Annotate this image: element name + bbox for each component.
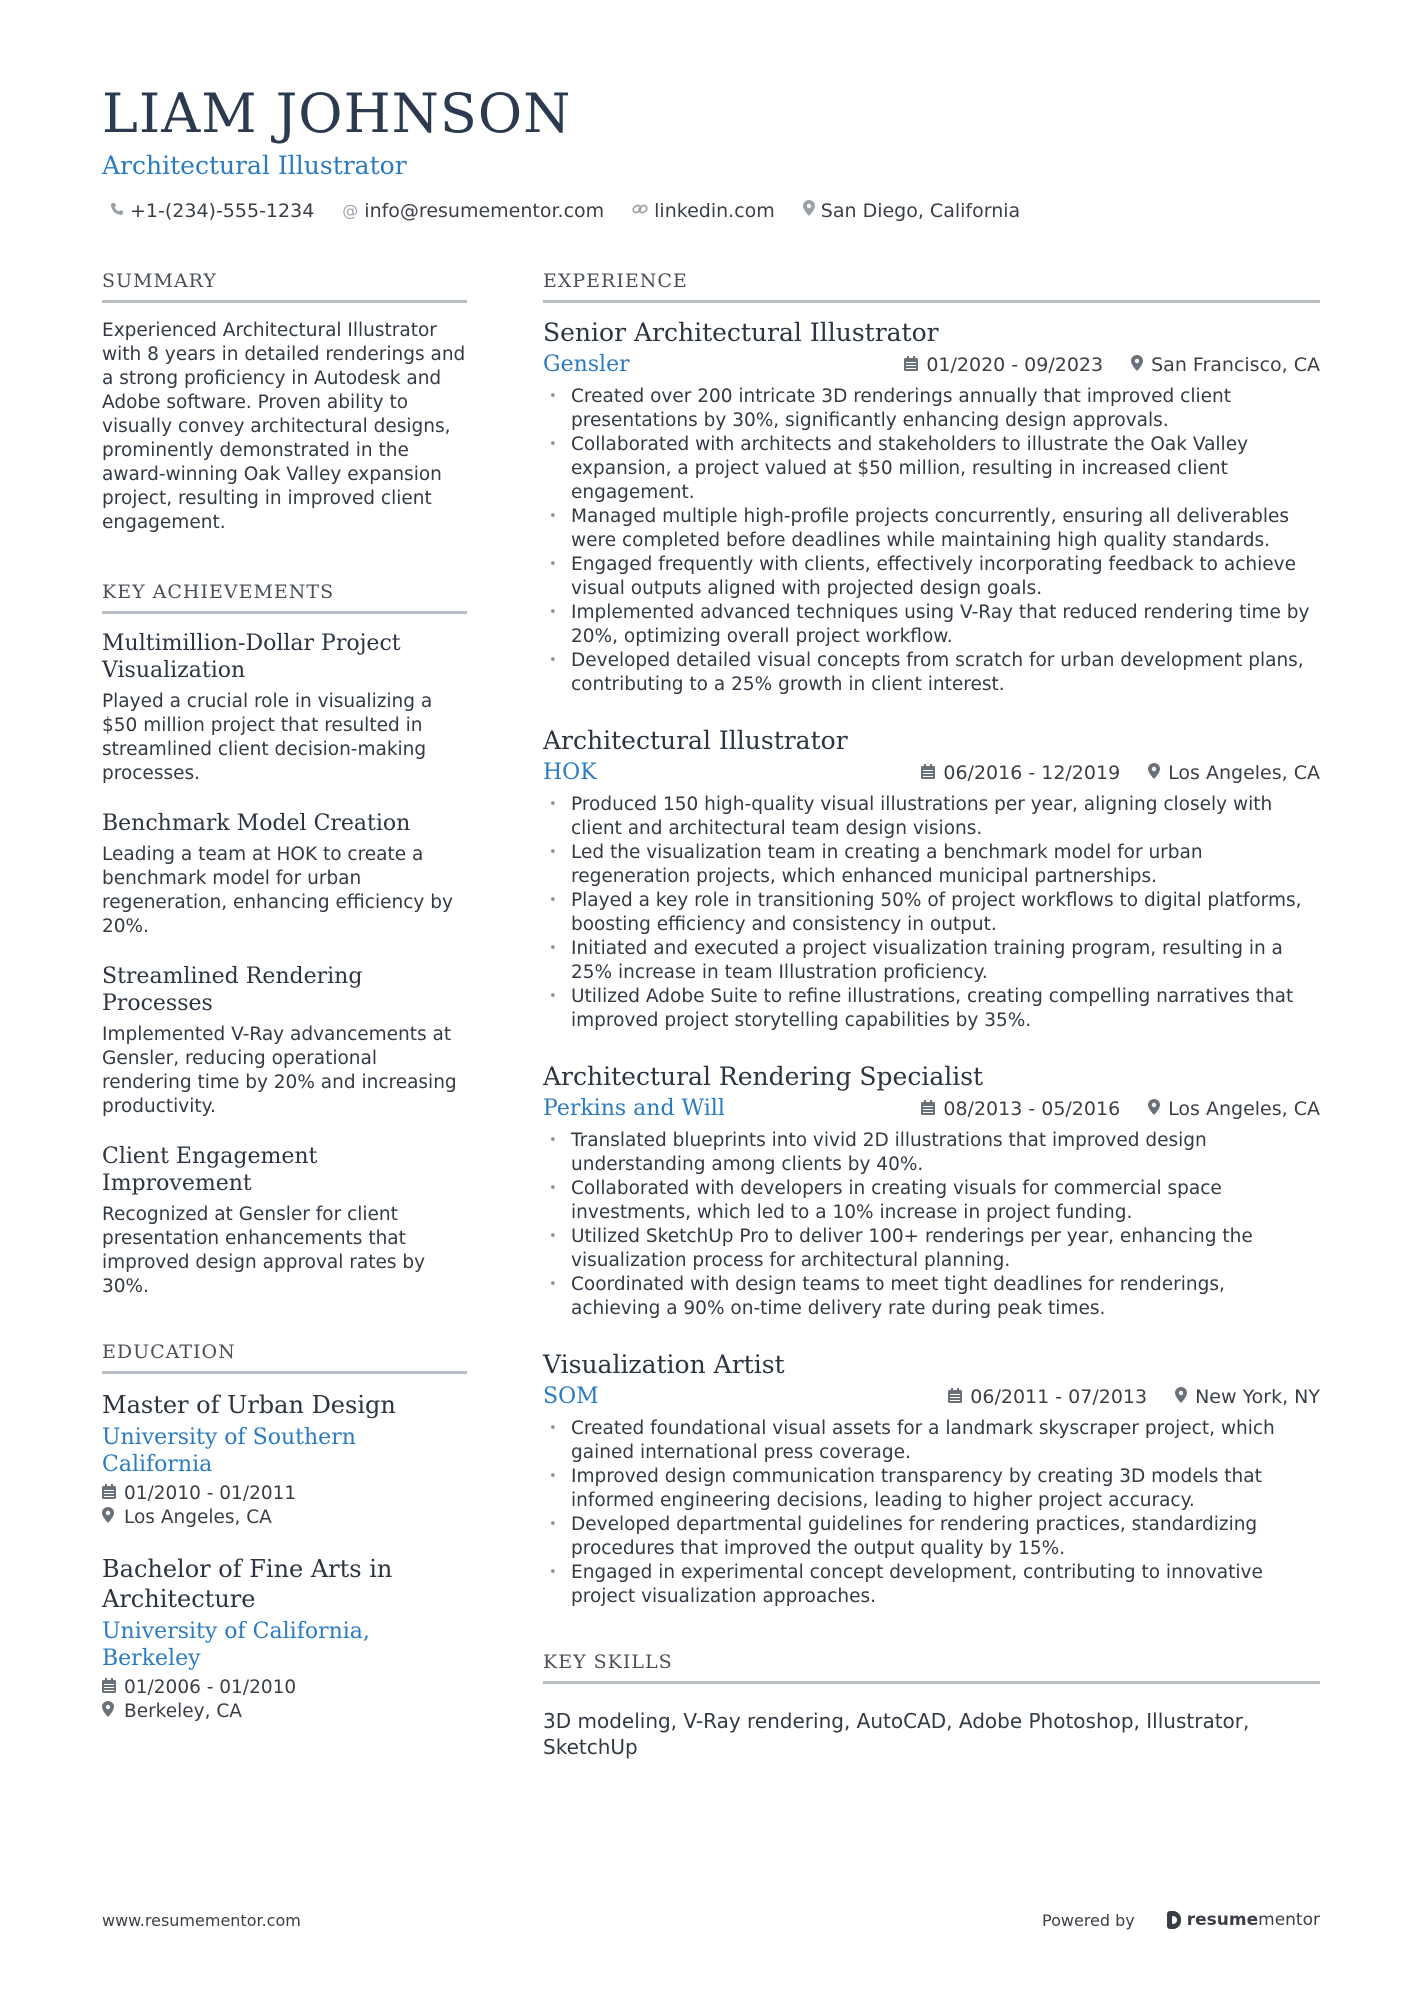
left-column [102, 268, 467, 1748]
achievement-title: Multimillion-Dollar Project Visualization [102, 631, 401, 683]
job-entry-company: Gensler [543, 352, 630, 377]
calendar-icon [921, 764, 935, 783]
education-school: University of California, Berkeley [102, 1619, 370, 1671]
footer-website[interactable]: www.resumementor.com [102, 1910, 301, 1930]
job-entry [543, 317, 1320, 697]
summary-text: Experienced Architectural Illustrator with 8 years in detailed renderings and a strong proficiency in Autodesk and Adobe software. Proven ability to visually convey architectural designs, prominently demonstrated in the award-winning Oak Valley expansion project, resulting in improved client engagement. [102, 320, 466, 533]
bullet-item: • Created over 200 intricate 3D renderings annually that improved client presentations by 30%, significantly enhancing design approvals. [543, 385, 1320, 433]
right-column [543, 268, 1320, 1760]
education-degree: Bachelor of Fine Arts in Architecture [102, 1555, 393, 1613]
footer-powered [1042, 1910, 1320, 1930]
job-entry-meta-row [543, 1383, 1320, 1411]
at-icon: @ [342, 201, 359, 220]
bullet-item: • Played a key role in transitioning 50% of project workflows to digital platforms, boosting efficiency and consistency in output. [543, 889, 1320, 937]
link-icon [632, 198, 648, 224]
job-entry-meta [948, 1386, 1320, 1408]
job-entry [543, 1349, 1320, 1609]
contact-phone [110, 198, 314, 224]
job-entry-location: San Francisco, CA [1151, 354, 1320, 376]
job-entry-company: SOM [543, 1384, 599, 1409]
education-school: University of Southern California [102, 1425, 356, 1477]
job-entry-bullets [543, 793, 1320, 1033]
location-pin-icon [1148, 1099, 1160, 1119]
job-entry-dates: 06/2011 - 07/2013 [970, 1386, 1148, 1408]
bullet-item: • Produced 150 high-quality visual illustrations per year, aligning closely with client and architectural team design visions. [543, 793, 1320, 841]
education-item [102, 1554, 467, 1724]
contact-location-text: San Diego, California [820, 200, 1021, 222]
achievement-desc: Leading a team at HOK to create a benchmark model for urban regeneration, enhancing efficiency by 20%. [102, 844, 453, 937]
brand-name-light: mentor [1258, 1910, 1320, 1930]
achievement-title: Benchmark Model Creation [102, 811, 411, 836]
summary-heading: SUMMARY [102, 268, 467, 303]
calendar-icon [904, 356, 918, 375]
candidate-name: LIAM JOHNSON [102, 82, 572, 145]
achievements-list [102, 630, 467, 1299]
education-dates [102, 1482, 467, 1506]
contact-bar [102, 198, 1320, 224]
achievement-item [102, 1143, 467, 1299]
job-entry-company: Perkins and Will [543, 1096, 725, 1121]
job-entry-dates: 06/2016 - 12/2019 [943, 762, 1121, 784]
phone-icon [110, 198, 124, 224]
footer [102, 1910, 1320, 1930]
education-location [102, 1700, 467, 1724]
job-entry-company: HOK [543, 760, 597, 785]
achievement-item [102, 630, 467, 786]
location-pin-icon [1148, 763, 1160, 783]
achievement-desc: Recognized at Gensler for client presentation enhancements that improved design approval rates by 30%. [102, 1204, 426, 1297]
education-location-text: Berkeley, CA [124, 1701, 242, 1722]
bullet-item: • Implemented advanced techniques using V-Ray that reduced rendering time by 20%, optimizing overall project workflow. [543, 601, 1320, 649]
bullet-item: • Initiated and executed a project visualization training program, resulting in a 25% increase in team Illustration proficiency. [543, 937, 1320, 985]
achievement-desc: Played a crucial role in visualizing a $50 million project that resulted in streamlined client decision-making processes. [102, 691, 433, 784]
bullet-item: • Utilized Adobe Suite to refine illustrations, creating compelling narratives that improved project storytelling capabilities by 35%. [543, 985, 1320, 1033]
powered-by-label: Powered by [1042, 1910, 1135, 1930]
bullet-item: • Developed detailed visual concepts from scratch for urban development plans, contributing to a 25% growth in client interest. [543, 649, 1320, 697]
job-entry-title: Architectural Rendering Specialist [543, 1062, 984, 1091]
contact-linkedin[interactable] [632, 198, 775, 224]
bullet-item: • Engaged in experimental concept development, contributing to innovative project visualization approaches. [543, 1561, 1320, 1609]
job-entry-meta [921, 1098, 1320, 1120]
calendar-icon [102, 1482, 116, 1506]
job-entry-meta-row [543, 759, 1320, 787]
brand-name-bold: resume [1186, 1910, 1259, 1930]
bullet-item: • Utilized SketchUp Pro to deliver 100+ renderings per year, enhancing the visualization process for architectural planning. [543, 1225, 1320, 1273]
contact-email-text[interactable]: info@resumementor.com [364, 200, 605, 222]
education-dates-text: 01/2006 - 01/2010 [124, 1677, 297, 1698]
resume-page [102, 82, 1320, 1759]
education-heading: EDUCATION [102, 1339, 467, 1374]
job-entry-bullets [543, 1417, 1320, 1609]
achievement-desc: Implemented V-Ray advancements at Gensler, reducing operational rendering time by 20% and increasing productivity. [102, 1024, 457, 1117]
job-entry-location: New York, NY [1195, 1386, 1320, 1408]
education-dates [102, 1676, 467, 1700]
bullet-item: • Collaborated with developers in creating visuals for commercial space investments, which led to a 10% increase in project funding. [543, 1177, 1320, 1225]
contact-location [803, 198, 1020, 224]
bullet-item: • Translated blueprints into vivid 2D illustrations that improved design understanding among clients by 40%. [543, 1129, 1320, 1177]
job-entry-title: Visualization Artist [543, 1350, 785, 1379]
bullet-item: • Created foundational visual assets for a landmark skyscraper project, which gained international press coverage. [543, 1417, 1320, 1465]
bullet-item: • Improved design communication transparency by creating 3D models that informed engineering decisions, leading to higher project accuracy. [543, 1465, 1320, 1513]
job-entry-dates: 08/2013 - 05/2016 [943, 1098, 1121, 1120]
education-item [102, 1390, 467, 1530]
contact-phone-text: +1-(234)-555-1234 [130, 200, 315, 222]
calendar-icon [102, 1676, 116, 1700]
location-pin-icon [803, 198, 815, 224]
job-entry-location: Los Angeles, CA [1168, 1098, 1320, 1120]
job-title: Architectural Illustrator [102, 151, 407, 180]
contact-linkedin-text[interactable]: linkedin.com [654, 200, 775, 222]
bullet-item: • Collaborated with architects and stakeholders to illustrate the Oak Valley expansion, a project valued at $50 million, resulting in increased client engagement. [543, 433, 1320, 505]
skills-text: 3D modeling, V-Ray rendering, AutoCAD, Adobe Photoshop, Illustrator, SketchUp [543, 1709, 1250, 1759]
bullet-item: • Led the visualization team in creating a benchmark model for urban regeneration projects, which enhanced municipal partnerships. [543, 841, 1320, 889]
bullet-item: • Managed multiple high-profile projects concurrently, ensuring all deliverables were completed before deadlines while maintaining high quality standards. [543, 505, 1320, 553]
job-entry-title: Senior Architectural Illustrator [543, 318, 939, 347]
education-degree: Master of Urban Design [102, 1391, 396, 1419]
job-entry-bullets [543, 1129, 1320, 1321]
resumementor-logo-icon [1167, 1911, 1181, 1929]
achievement-title: Client Engagement Improvement [102, 1144, 318, 1196]
location-pin-icon [1131, 355, 1143, 375]
education-dates-text: 01/2010 - 01/2011 [124, 1483, 297, 1504]
education-list [102, 1390, 467, 1724]
job-entry [543, 1061, 1320, 1321]
job-entry-meta [904, 354, 1320, 376]
bullet-item: • Developed departmental guidelines for rendering practices, standardizing procedures that improved the output quality by 15%. [543, 1513, 1320, 1561]
bullet-item: • Engaged frequently with clients, effectively incorporating feedback to achieve visual outputs aligned with projected design goals. [543, 553, 1320, 601]
job-entry-meta-row [543, 351, 1320, 379]
job-entry-dates: 01/2020 - 09/2023 [926, 354, 1104, 376]
education-location-text: Los Angeles, CA [124, 1507, 272, 1528]
achievements-heading: KEY ACHIEVEMENTS [102, 579, 467, 614]
job-entry-bullets [543, 385, 1320, 697]
job-entry-meta-row [543, 1095, 1320, 1123]
location-pin-icon [102, 1700, 116, 1724]
calendar-icon [921, 1100, 935, 1119]
job-entry-title: Architectural Illustrator [543, 726, 848, 755]
achievement-title: Streamlined Rendering Processes [102, 964, 363, 1016]
skills-heading: KEY SKILLS [543, 1649, 1320, 1684]
contact-email[interactable] [342, 198, 604, 224]
achievement-item [102, 810, 467, 939]
job-entry-meta [921, 762, 1320, 784]
achievement-item [102, 963, 467, 1119]
brand-logo[interactable] [1167, 1910, 1320, 1930]
job-entry-location: Los Angeles, CA [1168, 762, 1320, 784]
location-pin-icon [102, 1506, 116, 1530]
job-entry [543, 725, 1320, 1033]
education-location [102, 1506, 467, 1530]
location-pin-icon [1175, 1387, 1187, 1407]
calendar-icon [948, 1388, 962, 1407]
experience-heading: EXPERIENCE [543, 268, 1320, 303]
bullet-item: • Coordinated with design teams to meet tight deadlines for renderings, achieving a 90% on-time delivery rate during peak times. [543, 1273, 1320, 1321]
